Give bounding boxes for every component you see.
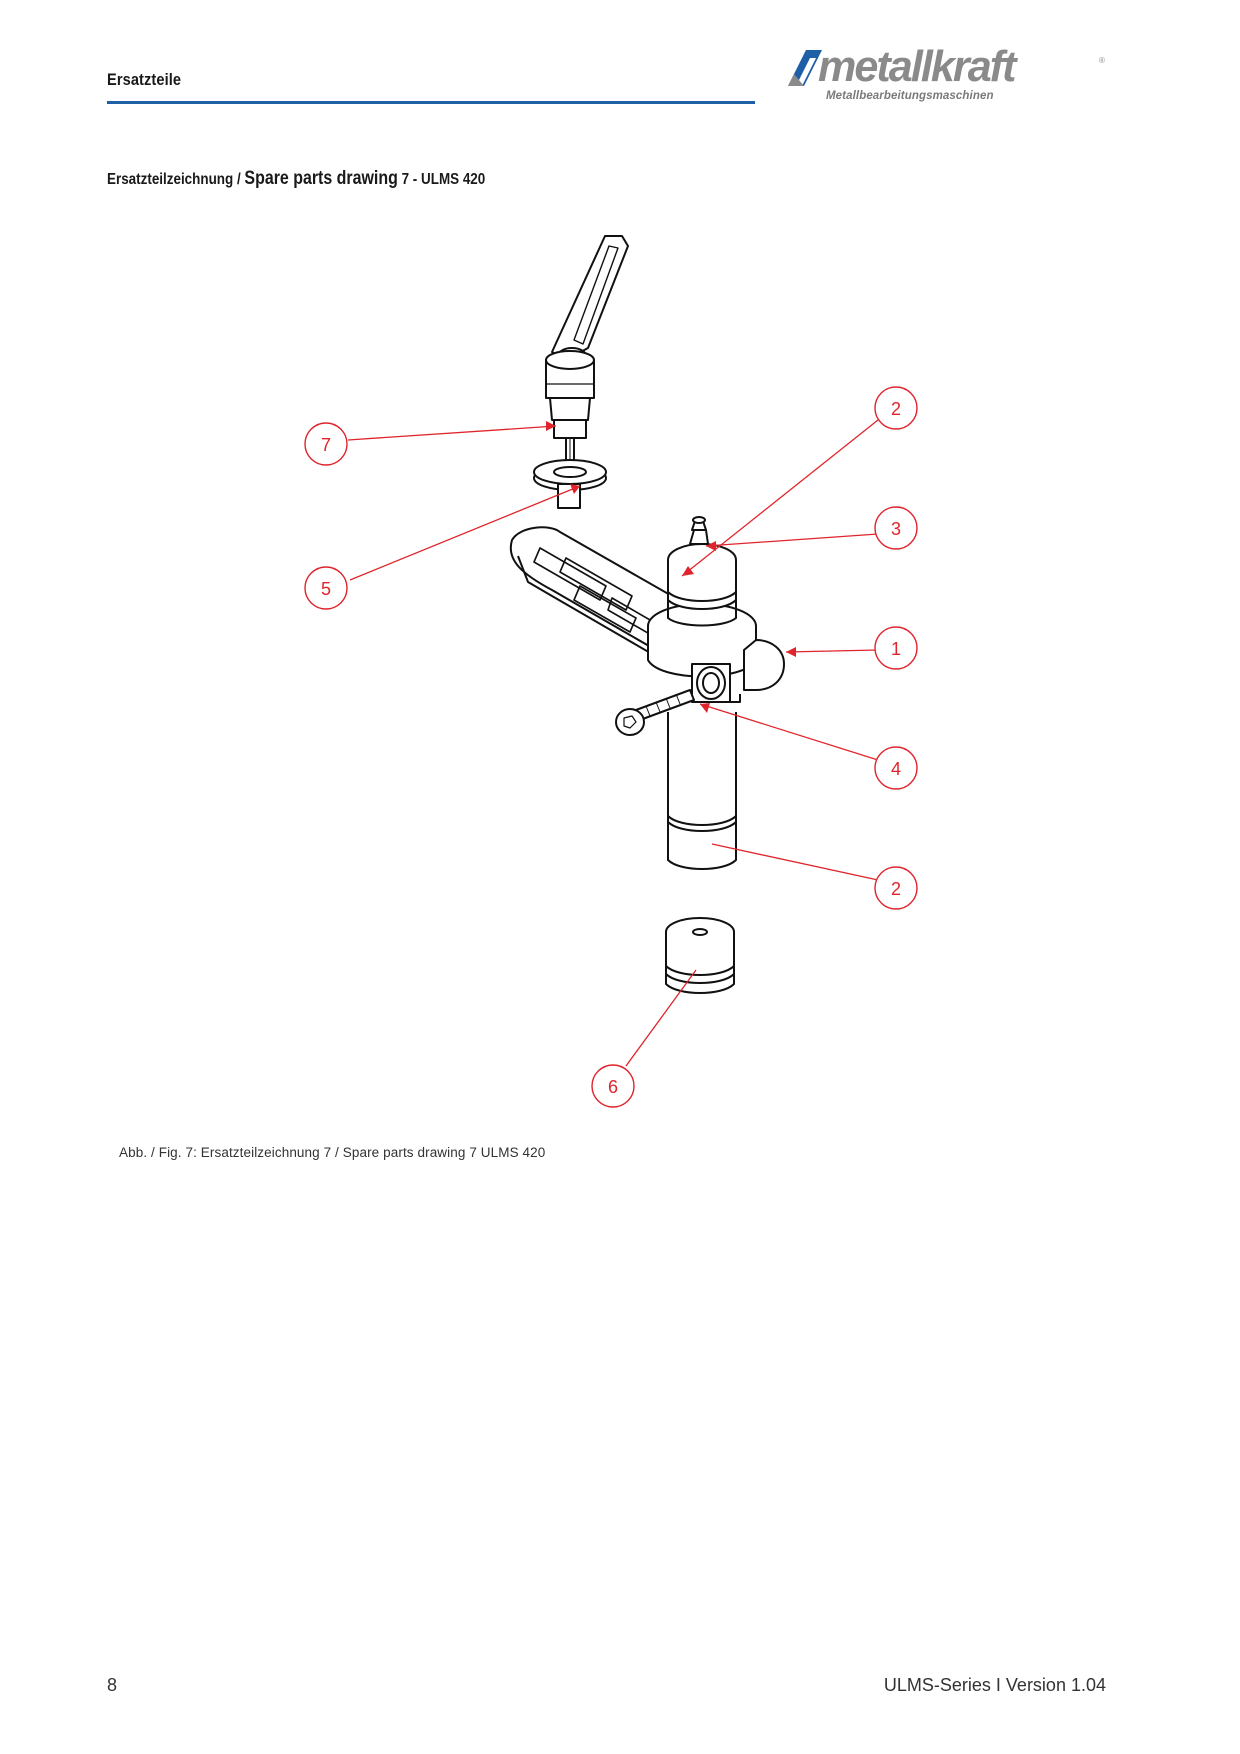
callout-number-6: 6 (607, 1077, 619, 1097)
callout-number-1: 1 (890, 639, 902, 659)
callout-number-5: 5 (320, 579, 332, 599)
section-title-model: 7 - ULMS 420 (401, 171, 486, 188)
callout-number-3: 3 (890, 519, 902, 539)
part-6-spacer-bushing (666, 918, 734, 993)
callout-number-2-top: 2 (890, 399, 902, 419)
part-1-arm-body (511, 527, 784, 702)
part-7-clamping-lever (546, 236, 628, 466)
section-title-german: Ersatzteilzeichnung / (107, 171, 241, 188)
part-2-lower-shaft (668, 712, 736, 869)
brand-tagline: Metallbearbeitungsmaschinen (826, 90, 994, 102)
brand-wordmark: metallkraft (818, 42, 1015, 91)
section-title-english: Spare parts drawing (244, 168, 398, 189)
registered-mark: ® (1099, 56, 1105, 65)
page-header-title: Ersatzteile (107, 70, 182, 89)
figure-caption: Abb. / Fig. 7: Ersatzteilzeichnung 7 / Spare parts drawing 7 ULMS 420 (119, 1145, 546, 1160)
callout-number-4: 4 (890, 759, 902, 779)
callout-number-2-bottom: 2 (890, 879, 902, 899)
footer-series-version: ULMS-Series I Version 1.04 (883, 1675, 1106, 1695)
page-number: 8 (107, 1675, 118, 1695)
part-3-grease-nipple (690, 517, 708, 544)
callout-number-7: 7 (320, 435, 332, 455)
